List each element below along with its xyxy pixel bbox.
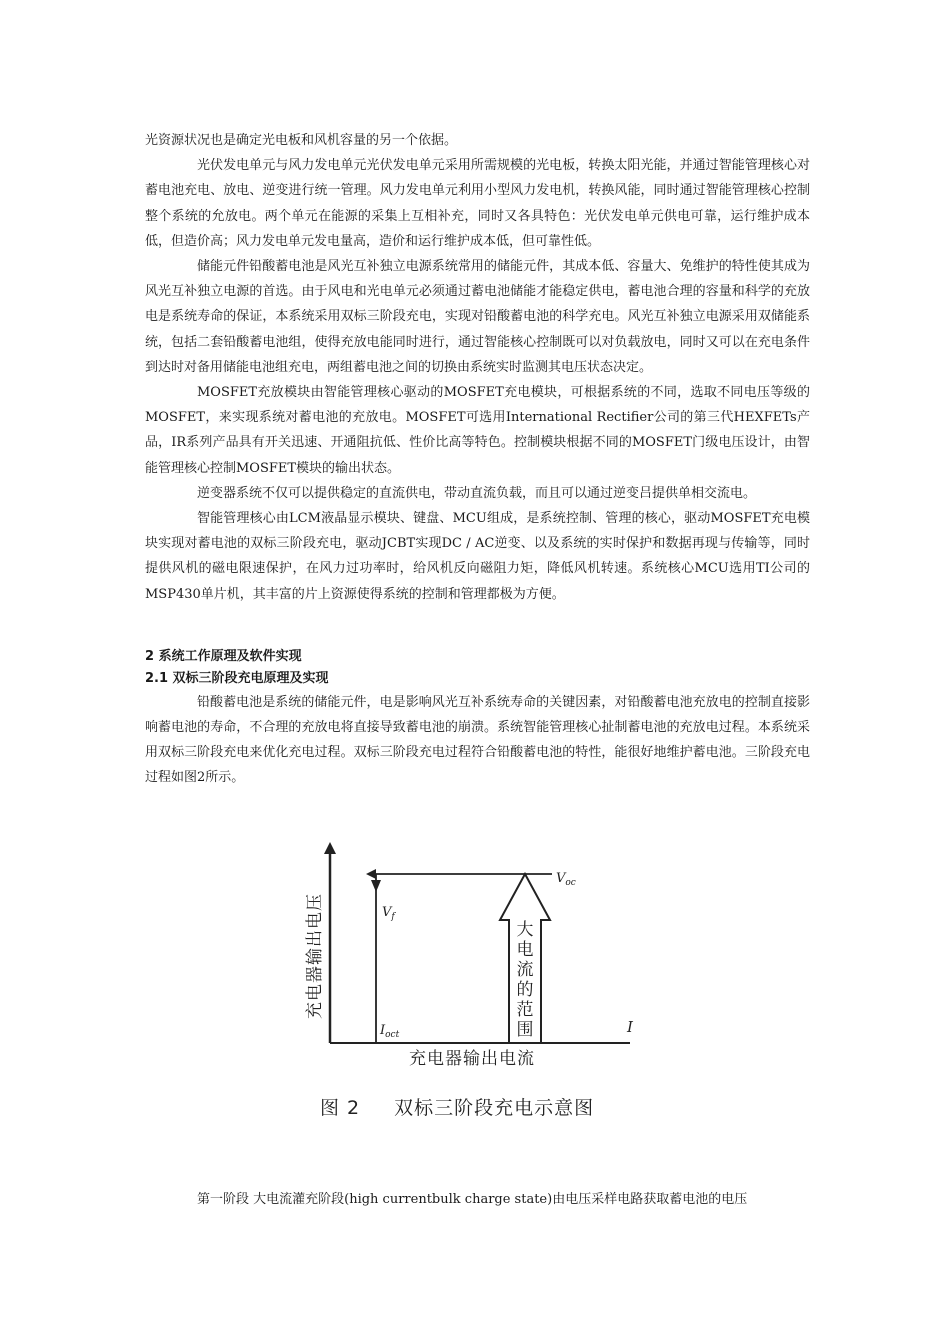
paragraph: 第一阶段 大电流灌充阶段(high currentbulk charge state)由电压采样电路获取蓄电池的电压 <box>197 1192 748 1207</box>
paragraph: 储能元件铅酸蓄电池是风光互补独立电源系统常用的储能元件，其成本低、容量大、免维护的特性使其成为风光互补独立电源的首选。由于风电和光电单元必须通过蓄电池储能才能稳定供电，蓄电池合理的容量和科学的充放电是系统寿命的保证，本系统采用双标三阶段充电，实现对铅酸蓄电池的科学充电。风光互补独立电源采用双储能系统，包括二套铅酸蓄电池组，使得充放电能同时进行，通过智能核心控制既可以对负载放电，同时又可以在充电条件到达时对备用储能电池组充电，两组蓄电池之间的切换由系统实时监测其电压状态决定。 <box>145 259 810 375</box>
document-body-continued <box>145 1187 810 1212</box>
arrow-text <box>517 920 534 1040</box>
y-axis-arrow <box>324 842 336 854</box>
paragraph: 光资源状况也是确定光电板和风机容量的另一个依据。 <box>145 133 458 148</box>
ioct-label: $I_{oct}$ <box>380 1023 400 1040</box>
paragraph: 铅酸蓄电池是系统的储能元件，电是影响风光互补系统寿命的关键因素，对铅酸蓄电池充放电的控制直接影响蓄电池的寿命，不合理的充放电将直接导致蓄电池的崩溃。系统智能管理核心扯制蓄电池的充放电过程。本系统采用双标三阶段充电来优化充电过程。双标三阶段充电过程符合铅酸蓄电池的特性，能很好地维护蓄电池。三阶段充电过程如图2所示。 <box>145 694 810 786</box>
arrow-char: 围 <box>516 1020 534 1040</box>
paragraph: 智能管理核心由LCM液晶显示模块、键盘、MCU组成，是系统控制、管理的核心，驱动MOSFET充电模块实现对蓄电池的双标三阶段充电，驱动JCBT实现DC / AC逆变、以及系统的实时保护和数据再现与传输等，同时提供风机的磁电限速保护，在风力过功率时，给风机反向磁阻力矩，降低风机转速。系统核心MCU选用TI公司的MSP430单片机，其丰富的片上资源使得系统的控制和管理都极为方便。 <box>145 511 810 602</box>
arrow-char: 电 <box>516 940 534 960</box>
voc-label: $V_{oc}$ <box>556 871 576 888</box>
y-axis-label: 充电器输出电压 <box>305 893 325 1019</box>
charging-diagram <box>300 838 640 1088</box>
down-arrow <box>371 880 381 892</box>
x-axis-label: 充电器输出电流 <box>409 1049 535 1069</box>
subsection-heading: 2.1 双标三阶段充电原理及实现 <box>145 670 329 686</box>
vf-arrow <box>366 869 376 879</box>
section-heading: 2 系统工作原理及软件实现 <box>145 648 302 664</box>
paragraph: 光伏发电单元与风力发电单元光伏发电单元采用所需规模的光电板，转换太阳光能，并通过智能管理核心对蓄电池充电、放电、逆变进行统一管理。风力发电单元利用小型风力发电机，转换风能，同时通过智能管理核心控制整个系统的允放电。两个单元在能源的采集上互相补充，同时又各具特色：光伏发电单元供电可靠，运行维护成本低，但造价高；风力发电单元发电量高，造价和运行维护成本低，但可靠性低。 <box>145 158 810 249</box>
document-body <box>145 128 810 791</box>
x-arrow-label: I <box>627 1018 633 1036</box>
arrow-char: 范 <box>516 1000 534 1020</box>
arrow-char: 大 <box>516 920 534 940</box>
arrow-char: 的 <box>516 980 534 1000</box>
paragraph: 逆变器系统不仅可以提供稳定的直流供电，带动直流负载，而且可以通过逆变吕提供单相交流电。 <box>197 485 757 501</box>
figure-caption <box>300 1093 640 1120</box>
caption-text: 双标三阶段充电示意图 <box>394 1097 595 1119</box>
caption-number: 图 2 <box>320 1097 361 1119</box>
arrow-char: 流 <box>516 960 534 980</box>
figure-2 <box>300 838 640 1128</box>
vf-label: $V_f$ <box>382 905 395 922</box>
paragraph: MOSFET充放模块由智能管理核心驱动的MOSFET充电模块，可根据系统的不同，选取不同电压等级的MOSFET，来实现系统对蓄电池的充放电。MOSFET可选用International Rectifier公司的第三代HEXFETs产品，IR系列产品具有开关迅速、开通阻抗低、性价比高等特色。控制模块根据不同的MOSFET门级电压设计，由智能管理核心控制MOSFET模块的输出状态。 <box>145 385 810 476</box>
